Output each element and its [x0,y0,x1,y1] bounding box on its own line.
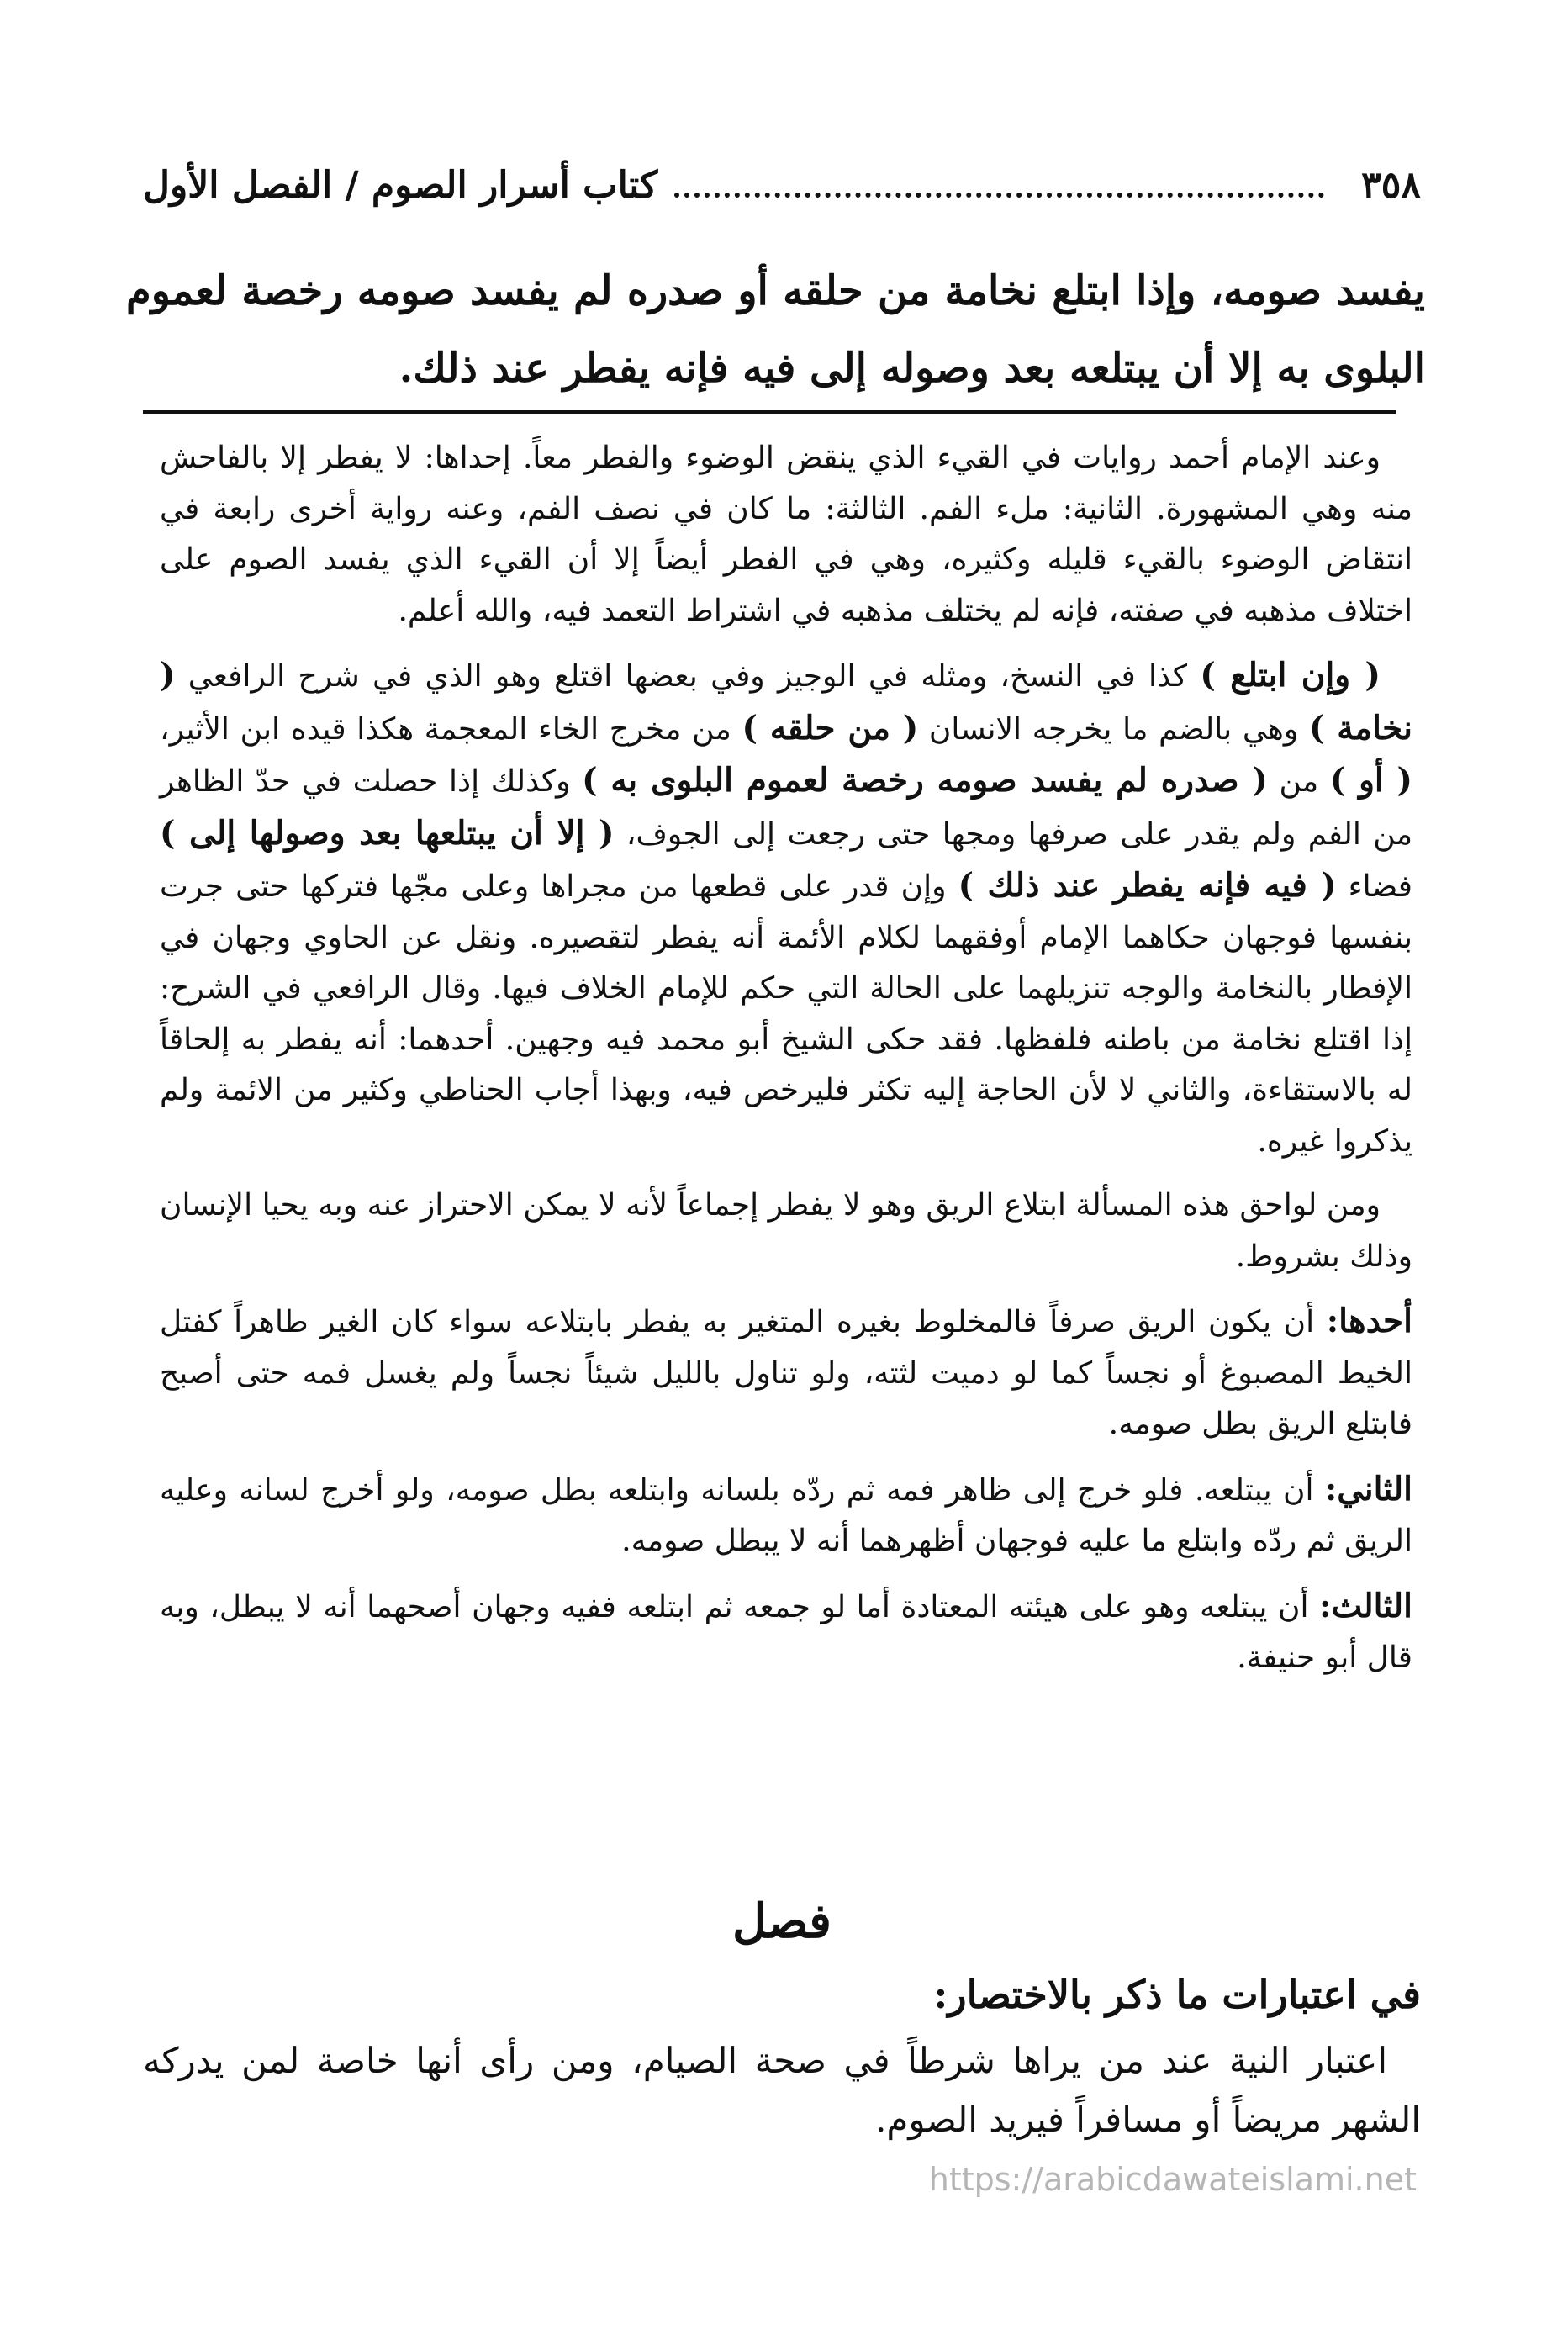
quoted-matn-text: الثاني: [1324,1469,1412,1508]
commentary-paragraph [160,1181,1412,1282]
page-number: ٣٥٨ [1361,163,1421,207]
commentary-text-run: وإن قدر على قطعها من مجراها وعلى مجّها فتركها حتى جرت بنفسها فوجهان حكاهما الإمام أوفقهما لكلام الأئمة أنه يفطر لتقصيره. ونقل عن الحاوي وجهان في الإفطار بالنخامة والوجه تنزيلهما على الحالة التي حكم للإمام الخلاف فيها. وقال الرافعي في الشرح: إذا اقتلع نخامة من باطنه فلفظها. فقد حكى الشيخ أبو محمد فيه وجهين. أحدهما: أنه يفطر به إلحاقاً له بالاستقاءة، والثاني لا لأن الحاجة إليه تكثر فليرخص فيه، وبهذا أجاب الحناطي وكثير من الائمة ولم يذكروا غيره. [160,869,1412,1159]
commentary-text [160,433,1412,1698]
quoted-matn-text: أحدها: [1326,1302,1412,1340]
section [143,1883,1421,2149]
quoted-matn-text: ( نخامة ) [160,656,1413,748]
commentary-text-run: وعند الإمام أحمد روايات في القيء الذي ينقض الوضوء والفطر معاً. إحداها: لا يفطر إلا بالفاحش منه وهي المشهورة. الثانية: ملء الفم. الثالثة: ما كان في نصف الفم، وعنه رواية أخرى رابعة في انتقاض الوضوء بالقيء قليله وكثيره، وهي في الفطر أيضاً إلا أن القيء الذي يفسد الصوم على اختلاف مذهبه في صفته، فإنه لم يختلف مذهبه في اشتراط التعمد فيه، والله أعلم. [160,441,1412,628]
commentary-paragraph [160,1464,1412,1567]
quoted-matn-text: ( صدره لم يفسد صومه رخصة لعموم البلوى به ) [582,761,1268,800]
commentary-text-run: من [1267,764,1330,799]
quoted-matn-text: ( من حلقه ) [742,708,919,748]
commentary-text-run: وهي بالضم ما يخرجه الانسان [918,711,1309,747]
commentary-text-run: أن يبتلعه. فلو خرج إلى ظاهر فمه ثم ردّه بلسانه وابتلعه بطل صومه، ولو أخرج لسانه وعليه الريق ثم ردّه وابتلع ما عليه فوجهان أظهرهما أنه لا يبطل صومه. [160,1472,1412,1558]
commentary-text-run: أن يبتلعه وهو على هيئته المعتادة أما لو جمعه ثم ابتلعه ففيه وجهان أصحهما أنه لا يبطل، وبه قال أبو حنيفة. [160,1589,1412,1675]
quoted-matn-text: ( إلا أن يبتلعها بعد وصولها إلى ) [160,813,615,853]
main-text-paragraph: يفسد صومه، وإذا ابتلع نخامة من حلقه أو صدره لم يفسد صومه رخصة لعموم البلوى به إلا أن يبتلعه بعد وصوله إلى فيه فإنه يفطر عند ذلك. [126,267,1425,392]
commentary-paragraph [160,1581,1412,1684]
section-subheading: في اعتبارات ما ذكر بالاختصار: [933,1972,1421,2017]
page-header [143,156,1421,214]
commentary-paragraph [160,1296,1412,1450]
commentary-text-run: أن يكون الريق صرفاً فالمخلوط بغيره المتغير به يفطر بابتلاعه سواء كان الغير طاهراً كفتل الخيط المصبوغ أو نجساً كما لو دميت لثته، ولو تناول بالليل شيئاً نجساً ولم يغسل فمه حتى أصبح فابتلع الريق بطل صومه. [160,1305,1412,1441]
commentary-paragraph [160,433,1412,637]
section-heading: فصل [732,1894,832,1949]
header-dotted-leader [674,193,1324,198]
section-paragraph: اعتبار النية عند من يراها شرطاً في صحة الصيام، ومن رأى أنها خاصة لمن يدركه الشهر مريضاً أو مسافراً فيريد الصوم. [143,2040,1421,2140]
quoted-matn-text: ( فيه فإنه يفطر عند ذلك ) [958,866,1337,905]
watermark-url: https://arabicdawateislami.net [928,2161,1417,2198]
commentary-paragraph [160,650,1412,1167]
running-title: كتاب أسرار الصوم / الفصل الأول [143,163,658,207]
main-text [126,252,1425,407]
quoted-matn-text: ( أو ) [1329,761,1413,800]
commentary-text-run: من مخرج الخاء المعجمة هكذا قيده ابن الأثير، [160,711,742,747]
quoted-matn-text: ( وإن ابتلع ) [1200,656,1381,695]
quoted-matn-text: الثالث: [1319,1586,1412,1625]
commentary-text-run: وكذلك إذا حصلت في حدّ الظاهر من الفم ولم يقدر على صرفها ومجها حتى رجعت إلى الجوف، [160,764,1412,852]
commentary-text-run: كذا في النسخ، ومثله في الوجيز وفي بعضها اقتلع وهو الذي في شرح الرافعي [175,659,1201,694]
commentary-text-run: فضاء [1336,869,1412,904]
footnote-separator-rule [143,410,1396,414]
commentary-text-run: ومن لواحق هذه المسألة ابتلاع الريق وهو لا يفطر إجماعاً لأنه لا يمكن الاحتراز عنه وبه يحيا الإنسان وذلك بشروط. [160,1188,1412,1274]
